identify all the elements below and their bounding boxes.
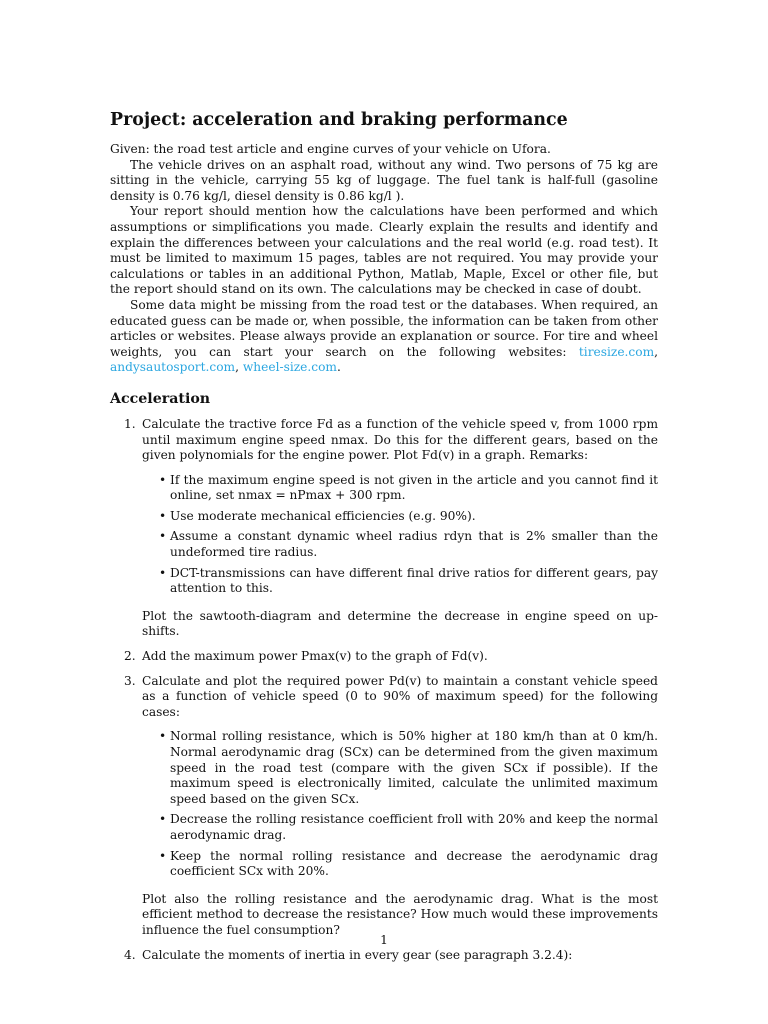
remark-text: Assume a constant dynamic wheel radius rdyn that is 2% smaller than the undeformed tire radius. <box>170 529 658 560</box>
task-text: Calculate the tractive force Fd as a function of the vehicle speed v, from 1000 rpm until maximum engine speed nmax. Do this for the different gears, based on the given polynomials for the engine power. Plot Fd(v) in a graph. Remarks: <box>142 416 658 463</box>
remark-item <box>142 529 658 560</box>
task-item-3 <box>110 674 658 939</box>
page-title: Project: acceleration and braking performance <box>110 110 568 130</box>
task-followup: Plot the sawtooth-diagram and determine the decrease in engine speed on up-shifts. <box>142 608 658 639</box>
task-text: Calculate the moments of inertia in every gear (see paragraph 3.2.4): <box>142 947 573 962</box>
remark-text: Use moderate mechanical efficiencies (e.g. 90%). <box>170 508 476 523</box>
link-wheel-size[interactable]: wheel-size.com <box>242 360 337 375</box>
remark-item <box>142 729 658 807</box>
task-item-2 <box>110 649 658 665</box>
remark-text: Decrease the rolling resistance coefficient froll with 20% and keep the normal aerodynamic drag. <box>170 812 658 842</box>
task-text: Calculate and plot the required power Pd(v) to maintain a constant vehicle speed as a function of vehicle speed (0 to 90% of maximum speed) for the following cases: <box>142 673 658 719</box>
bullet-icon: • <box>159 848 167 863</box>
intro-missing-data: Some data might be missing from the road test or the databases. When required, an educated guess can be made or, when possible, the information can be taken from other articles or websites. Please always provide an explanation or source. For tire and wheel weights, you can start your search on the following websites: tiresize.com, andysautosport.com, wheel-size.com. <box>110 297 658 375</box>
remark-text: Keep the normal rolling resistance and decrease the aerodynamic drag coefficient SCx with 20%. <box>170 848 658 879</box>
bullet-icon: • <box>159 472 167 487</box>
remark-text: DCT-transmissions can have different final drive ratios for different gears, pay attention to this. <box>170 565 658 596</box>
remark-text: If the maximum engine speed is not given in the article and you cannot find it online, set nmax = nPmax + 300 rpm. <box>170 472 658 503</box>
remark-item <box>142 566 658 597</box>
remark-item <box>142 812 658 843</box>
remark-item <box>142 473 658 504</box>
task-list <box>110 417 658 963</box>
remarks-list <box>142 729 658 879</box>
bullet-icon: • <box>159 529 167 544</box>
link-andysautosport[interactable]: andysautosport.com <box>110 360 236 375</box>
task-followup: Plot also the rolling resistance and the aerodynamic drag. What is the most efficient method to decrease the resistance? How much would these improvements influence the fuel consumption? <box>142 891 658 937</box>
remarks-list <box>142 473 658 597</box>
task-text: Add the maximum power Pmax(v) to the graph of Fd(v). <box>142 649 488 664</box>
page-content <box>110 109 658 972</box>
bullet-icon: • <box>159 729 167 744</box>
task-number: 3. <box>124 673 136 688</box>
page-number: 1 <box>380 933 388 947</box>
bullet-icon: • <box>159 508 167 523</box>
bullet-icon: • <box>159 812 167 827</box>
bullet-icon: • <box>159 565 167 580</box>
task-number: 2. <box>124 649 136 664</box>
intro-given: Given: the road test article and engine curves of your vehicle on Ufora. <box>110 142 551 156</box>
remark-text: Normal rolling resistance, which is 50% higher at 180 km/h than at 0 km/h. Normal aerodynamic drag (SCx) can be determined from the given maximum speed in the road test (compare with the given SCx if possible). If the maximum speed is electronically limited, calculate the unlimited maximum speed based on the given SCx. <box>170 729 658 806</box>
task-item-1 <box>110 417 658 640</box>
section-heading-acceleration: Acceleration <box>110 390 211 407</box>
task-number: 1. <box>124 416 136 431</box>
remark-item <box>142 849 658 880</box>
remark-item <box>142 509 658 525</box>
link-tiresize[interactable]: tiresize.com <box>578 344 655 359</box>
task-number: 4. <box>124 947 136 962</box>
intro-vehicle: The vehicle drives on an asphalt road, without any wind. Two persons of 75 kg are sitting in the vehicle, carrying 55 kg of luggage. The fuel tank is half-full (gasoline density is 0.76 kg/l, diesel density is 0.86 kg/l ). <box>110 157 658 203</box>
intro-report: Your report should mention how the calculations have been performed and which assumptions or simplifications you made. Clearly explain the results and identify and explain the differences between your calculations and the real world (e.g. road test). It must be limited to maximum 15 pages, tables are not required. You may provide your calculations or tables in an additional Python, Matlab, Maple, Excel or other file, but the report should stand on its own. The calculations may be checked in case of doubt. <box>110 204 658 297</box>
intro-missing-data-text: Some data might be missing from the road test or the databases. When required, an educated guess can be made or, when possible, the information can be taken from other articles or websites. Please always provide an explanation or source. For tire and wheel weights, you can start your search on the following websites: <box>110 297 658 359</box>
task-item-4 <box>110 948 658 964</box>
